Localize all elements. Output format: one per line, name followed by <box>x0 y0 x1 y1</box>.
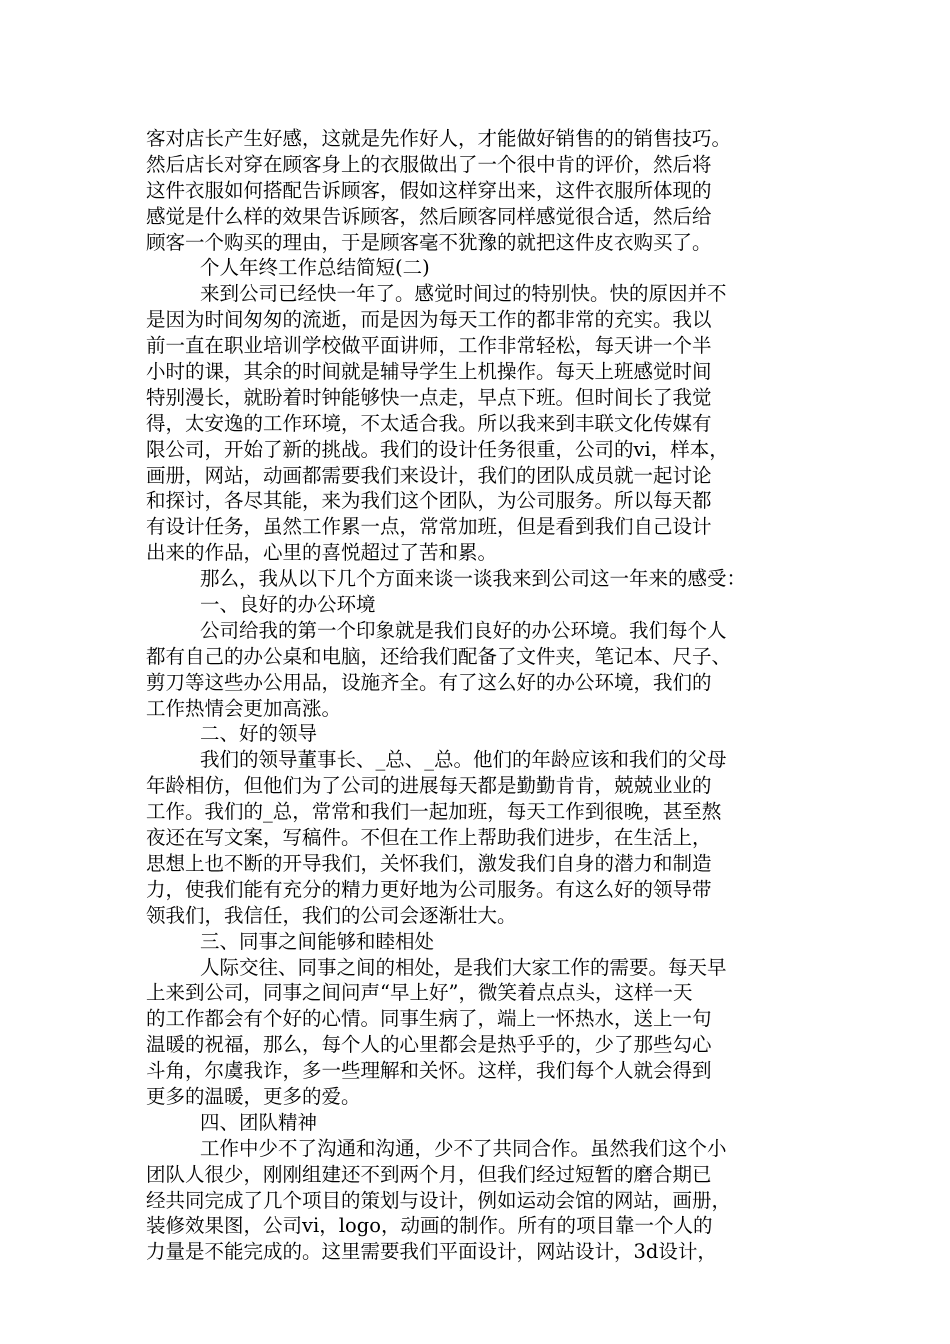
paragraph-line-indented: 二、好的领导 <box>200 722 318 746</box>
paragraph-line: 这件衣服如何搭配告诉顾客，假如这样穿出来，这件衣服所体现的 <box>146 178 712 202</box>
paragraph-line: 经共同完成了几个项目的策划与设计，例如运动会馆的网站，画册， <box>146 1188 732 1212</box>
paragraph-line: 限公司，开始了新的挑战。我们的设计任务很重，公司的vi，样本， <box>146 437 729 461</box>
paragraph-line: 感觉是什么样的效果告诉顾客，然后顾客同样感觉很合适，然后给 <box>146 204 712 228</box>
paragraph-line: 然后店长对穿在顾客身上的衣服做出了一个很中肯的评价，然后将 <box>146 152 712 176</box>
paragraph-line: 和探讨，各尽其能，来为我们这个团队，为公司服务。所以每天都 <box>146 489 712 513</box>
paragraph-line: 前一直在职业培训学校做平面讲师，工作非常轻松，每天讲一个半 <box>146 334 712 358</box>
paragraph-line: 都有自己的办公桌和电脑，还给我们配备了文件夹，笔记本、尺子、 <box>146 644 732 668</box>
paragraph-line: 画册，网站，动画都需要我们来设计，我们的团队成员就一起讨论 <box>146 463 712 487</box>
paragraph-line: 工作。我们的_总，常常和我们一起加班，每天工作到很晚，甚至熬 <box>146 800 722 824</box>
paragraph-line: 顾客一个购买的理由，于是顾客毫不犹豫的就把这件皮衣购买了。 <box>146 230 712 254</box>
paragraph-line: 剪刀等这些办公用品，设施齐全。有了这么好的办公环境，我们的 <box>146 670 712 694</box>
paragraph-line: 思想上也不断的开导我们，关怀我们，激发我们自身的潜力和制造 <box>146 851 712 875</box>
paragraph-line: 力量是不能完成的。这里需要我们平面设计，网站设计，3d设计， <box>146 1240 717 1264</box>
paragraph-line: 上来到公司，同事之间问声“早上好”，微笑着点点头，这样一天 <box>146 981 693 1005</box>
paragraph-line-indented: 三、同事之间能够和睦相处 <box>200 929 435 953</box>
paragraph-line: 客对店长产生好感，这就是先作好人，才能做好销售的的销售技巧。 <box>146 127 732 150</box>
paragraph-line-indented: 个人年终工作总结简短(二) <box>200 256 430 280</box>
paragraph-line: 力，使我们能有充分的精力更好地为公司服务。有这么好的领导带 <box>146 877 712 901</box>
paragraph-line: 是因为时间匆匆的流逝，而是因为每天工作的都非常的充实。我以 <box>146 308 712 332</box>
paragraph-line: 领我们，我信任，我们的公司会逐渐壮大。 <box>146 903 517 927</box>
paragraph-line: 得，太安逸的工作环境，不太适合我。所以我来到丰联文化传媒有 <box>146 411 712 435</box>
paragraph-line: 夜还在写文案，写稿件。不但在工作上帮助我们进步，在生活上， <box>146 826 712 850</box>
paragraph-line-indented: 我们的领导董事长、_总、_总。他们的年龄应该和我们的父母 <box>200 748 727 772</box>
paragraph-line: 工作热情会更加高涨。 <box>146 696 342 720</box>
paragraph-line: 年龄相仿，但他们为了公司的进展每天都是勤勤肯肯，兢兢业业的 <box>146 774 712 798</box>
paragraph-line-indented: 四、团队精神 <box>200 1110 318 1134</box>
paragraph-line: 的工作都会有个好的心情。同事生病了，端上一怀热水，送上一句 <box>146 1007 712 1031</box>
paragraph-line: 温暖的祝福，那么，每个人的心里都会是热乎乎的，少了那些勾心 <box>146 1033 712 1057</box>
paragraph-line-indented: 人际交往、同事之间的相处，是我们大家工作的需要。每天早 <box>200 955 727 979</box>
paragraph-line-indented: 那么，我从以下几个方面来谈一谈我来到公司这一年来的感受： <box>200 567 747 591</box>
paragraph-line-indented: 工作中少不了沟通和沟通，少不了共同合作。虽然我们这个小 <box>200 1136 727 1160</box>
paragraph-line: 更多的温暖，更多的爱。 <box>146 1084 361 1108</box>
paragraph-line: 有设计任务，虽然工作累一点，常常加班，但是看到我们自己设计 <box>146 515 712 539</box>
paragraph-line: 小时的课，其余的时间就是辅导学生上机操作。每天上班感觉时间 <box>146 360 712 384</box>
paragraph-line-indented: 一、良好的办公环境 <box>200 593 376 617</box>
paragraph-line: 斗角，尔虞我诈，多一些理解和关怀。这样，我们每个人就会得到 <box>146 1059 712 1083</box>
paragraph-line: 出来的作品，心里的喜悦超过了苦和累。 <box>146 541 498 565</box>
paragraph-line: 团队人很少，刚刚组建还不到两个月，但我们经过短暂的磨合期已 <box>146 1162 712 1186</box>
document-body <box>146 126 816 1265</box>
paragraph-line: 装修效果图，公司vi，logo，动画的制作。所有的项目靠一个人的 <box>146 1214 713 1238</box>
paragraph-line-indented: 来到公司已经快一年了。感觉时间过的特别快。快的原因并不 <box>200 282 727 306</box>
paragraph-line-indented: 公司给我的第一个印象就是我们良好的办公环境。我们每个人 <box>200 618 727 642</box>
paragraph-line: 特别漫长，就盼着时钟能够快一点走，早点下班。但时间长了我觉 <box>146 385 712 409</box>
